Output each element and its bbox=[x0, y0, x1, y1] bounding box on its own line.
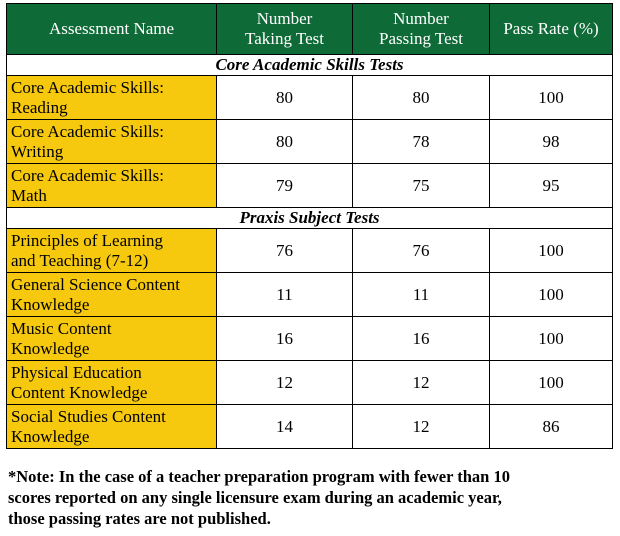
number-passing-cell: 11 bbox=[353, 273, 490, 317]
number-taking-cell: 80 bbox=[217, 76, 353, 120]
footnote-line: scores reported on any single licensure exam during an academic year, bbox=[8, 488, 502, 507]
assessment-name-cell bbox=[7, 76, 217, 120]
number-passing-cell: 12 bbox=[353, 361, 490, 405]
table-row bbox=[7, 120, 613, 164]
number-taking-cell: 76 bbox=[217, 229, 353, 273]
number-taking-cell: 11 bbox=[217, 273, 353, 317]
assessment-name-line1: Core Academic Skills: bbox=[11, 121, 164, 141]
pass-rate-table bbox=[6, 3, 613, 449]
assessment-name-line2: Knowledge bbox=[11, 426, 90, 446]
header-assessment-name: Assessment Name bbox=[7, 4, 217, 55]
number-taking-cell: 80 bbox=[217, 120, 353, 164]
number-passing-cell: 78 bbox=[353, 120, 490, 164]
assessment-name-cell bbox=[7, 273, 217, 317]
number-taking-cell: 14 bbox=[217, 405, 353, 449]
assessment-name-line2: Knowledge bbox=[11, 294, 90, 314]
assessment-name-line1: Principles of Learning bbox=[11, 230, 164, 250]
table-row bbox=[7, 405, 613, 449]
assessment-name-line1: Core Academic Skills: bbox=[11, 165, 164, 185]
pass-rate-cell: 95 bbox=[490, 164, 613, 208]
section-header-row bbox=[7, 55, 613, 76]
assessment-name-line2: Math bbox=[11, 185, 47, 205]
assessment-name-line2: Writing bbox=[11, 141, 64, 161]
pass-rate-cell: 100 bbox=[490, 229, 613, 273]
footnote-line: those passing rates are not published. bbox=[8, 509, 271, 528]
footnote bbox=[8, 466, 614, 529]
header-pass-rate: Pass Rate (%) bbox=[490, 4, 613, 55]
assessment-name-cell bbox=[7, 405, 217, 449]
section-title: Praxis Subject Tests bbox=[7, 208, 613, 229]
table-row bbox=[7, 273, 613, 317]
table-header-row bbox=[7, 4, 613, 55]
pass-rate-cell: 100 bbox=[490, 273, 613, 317]
table-row bbox=[7, 317, 613, 361]
header-taking-line2: Taking Test bbox=[245, 29, 324, 48]
assessment-name-line1: Music Content bbox=[11, 318, 112, 338]
assessment-name-line2: Content Knowledge bbox=[11, 382, 148, 402]
assessment-name-cell bbox=[7, 120, 217, 164]
header-taking-line1: Number bbox=[256, 9, 313, 28]
section-title: Core Academic Skills Tests bbox=[7, 55, 613, 76]
assessment-name-cell bbox=[7, 229, 217, 273]
pass-rate-cell: 100 bbox=[490, 361, 613, 405]
table-row bbox=[7, 76, 613, 120]
assessment-name-cell bbox=[7, 361, 217, 405]
header-passing-line2: Passing Test bbox=[379, 29, 463, 48]
assessment-name-line1: Social Studies Content bbox=[11, 406, 166, 426]
assessment-name-line2: Knowledge bbox=[11, 338, 90, 358]
number-passing-cell: 76 bbox=[353, 229, 490, 273]
header-passing-line1: Number bbox=[393, 9, 449, 28]
number-passing-cell: 80 bbox=[353, 76, 490, 120]
table-row bbox=[7, 164, 613, 208]
number-taking-cell: 79 bbox=[217, 164, 353, 208]
assessment-name-line2: and Teaching (7-12) bbox=[11, 250, 149, 270]
assessment-name-line1: General Science Content bbox=[11, 274, 180, 294]
table-row bbox=[7, 361, 613, 405]
number-passing-cell: 12 bbox=[353, 405, 490, 449]
number-passing-cell: 16 bbox=[353, 317, 490, 361]
pass-rate-cell: 100 bbox=[490, 317, 613, 361]
table-row bbox=[7, 229, 613, 273]
assessment-name-line2: Reading bbox=[11, 97, 68, 117]
number-taking-cell: 16 bbox=[217, 317, 353, 361]
assessment-name-line1: Core Academic Skills: bbox=[11, 77, 164, 97]
pass-rate-cell: 98 bbox=[490, 120, 613, 164]
number-taking-cell: 12 bbox=[217, 361, 353, 405]
assessment-name-cell bbox=[7, 164, 217, 208]
header-number-passing bbox=[353, 4, 490, 55]
footnote-line: *Note: In the case of a teacher preparation program with fewer than 10 bbox=[8, 467, 510, 486]
pass-rate-cell: 86 bbox=[490, 405, 613, 449]
header-number-taking bbox=[217, 4, 353, 55]
assessment-name-cell bbox=[7, 317, 217, 361]
section-header-row bbox=[7, 208, 613, 229]
number-passing-cell: 75 bbox=[353, 164, 490, 208]
pass-rate-cell: 100 bbox=[490, 76, 613, 120]
assessment-name-line1: Physical Education bbox=[11, 362, 142, 382]
